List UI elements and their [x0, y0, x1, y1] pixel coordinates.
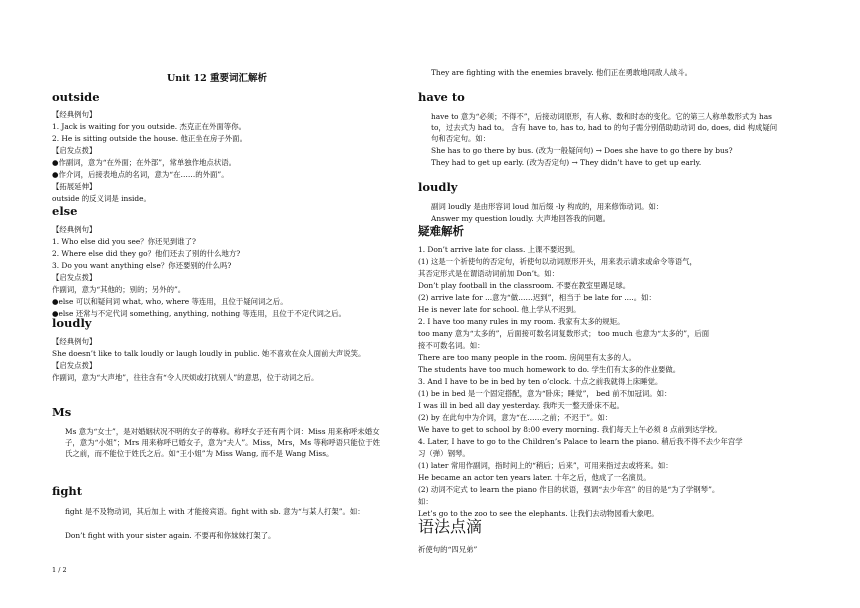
heading-difficult: 疑难解析 — [418, 224, 464, 238]
difficult-line: 1. Don’t arrive late for class. 上课不要迟到。 — [418, 245, 580, 254]
difficult-line: 2. I have too many rules in my room. 我家有太多的规矩。 — [418, 317, 625, 326]
outside-line: 2. He is sitting outside the house. 他正坐在房子外面。 — [52, 134, 247, 143]
heading-have-to: have to — [418, 90, 465, 104]
difficult-line: too many 意为“太多的”，后面接可数名词复数形式； too much 也意为“太多的”，后面 — [418, 329, 710, 338]
have-to-example: She has to go there by bus. (改为一般疑问句) → Does she have to go there by bus? — [431, 146, 733, 155]
heading-grammar: 语法点滴 — [418, 517, 483, 536]
difficult-line: (1) later 常用作副词，指时间上的“稍后；后来”，可用来指过去或将来。如： — [418, 461, 673, 470]
page-number: 1 / 2 — [52, 566, 67, 574]
fight-example: Don’t fight with your sister again. 不要再和你妹妹打架了。 — [65, 531, 276, 540]
difficult-line: The students have too much homework to do. 学生们有太多的作业要做。 — [418, 365, 681, 374]
difficult-line: (2) arrive late for ...意为“做……迟到”，相当于 be late for ....。如： — [418, 293, 656, 302]
heading-loudly: loudly — [52, 316, 92, 330]
difficult-line: (2) 动词不定式 to learn the piano 作目的状语，强调“去少年宫” 的目的是“为了学钢琴”。 — [418, 485, 720, 494]
difficult-line: We have to get to school by 8:00 every morning. 我们每天上午必须 8 点前到达学校。 — [418, 425, 722, 434]
loudly-line: She doesn’t like to talk loudly or laugh loudly in public. 她不喜欢在众人面前大声说笑。 — [52, 349, 366, 358]
difficult-line: 3. And I have to be in bed by ten o’clock. 十点之前我就得上床睡觉。 — [418, 377, 663, 386]
have-to-example: They had to get up early. (改为否定句) → They didn’t have to get up early. — [431, 158, 702, 167]
difficult-line: (2) by 在此句中为介词，意为“在……之前；不迟于”。如： — [418, 413, 613, 422]
difficult-line: (1) 这是一个祈使句的否定句，祈使句以动词原形开头，用来表示请求或命令等语气， — [418, 257, 697, 266]
else-line: 3. Do you want anything else？你还要别的什么吗? — [52, 261, 232, 270]
difficult-line: Let’s go to the zoo to see the elephants. 让我们去动物园看大象吧。 — [418, 509, 659, 518]
have-to-paragraph: have to 意为“必须；不得不”，后接动词原形，有人称、数和时态的变化。它的第三人称单数形式为 has to，过去式为 had to。 含有 have to, has to, had to 的句子需分别借助助动词 do, does, did 构成疑问句和否定句。如： — [431, 112, 778, 143]
difficult-line: Don’t play football in the classroom. 不要在教室里踢足球。 — [418, 281, 631, 290]
heading-else: else — [52, 204, 78, 218]
loudly-line: 作副词，意为“大声地”，往往含有“令人厌烦或打扰别人”的意思，位于动词之后。 — [52, 373, 319, 382]
grammar-subtext: 祈使句的“四兄弟” — [418, 545, 478, 554]
else-line: 1. Who else did you see？你还见到谁了? — [52, 237, 196, 246]
heading-fight: fight — [52, 484, 83, 498]
else-line: 【经典例句】 — [52, 225, 97, 234]
outside-line: 【经典例句】 — [52, 110, 97, 119]
difficult-line: 如： — [418, 497, 433, 506]
fight-paragraph: fight 是不及物动词，其后加上 with 才能接宾语。fight with sb. 意为“与某人打架”。如： — [65, 507, 365, 516]
difficult-line: There are too many people in the room. 房间里有太多的人。 — [418, 353, 636, 362]
loudly-line: 【经典例句】 — [52, 337, 97, 346]
difficult-line: 接不可数名词。如： — [418, 341, 485, 350]
loudly-example: Answer my question loudly. 大声地回答我的问题。 — [431, 214, 611, 223]
difficult-line: 习（弹）钢琴。 — [418, 449, 470, 458]
outside-line: 【启发点拨】 — [52, 146, 97, 155]
heading-outside: outside — [52, 90, 100, 104]
difficult-line: He is never late for school. 他上学从不迟到。 — [418, 305, 581, 314]
difficult-line: (1) be in bed 是一个固定搭配，意为“卧床；睡觉”， bed 前不加冠词。如： — [418, 389, 672, 398]
else-line: 2. Where else did they go？他们还去了别的什么地方? — [52, 249, 241, 258]
heading-loudly-2: loudly — [418, 180, 458, 194]
outside-line: ●作介词，后接表地点的名词，意为“在……的外面”。 — [52, 170, 229, 179]
outside-line: ●作副词，意为“在外面；在外部”，常单独作地点状语。 — [52, 158, 236, 167]
outside-line: 1. Jack is waiting for you outside. 杰克正在外面等你。 — [52, 122, 246, 131]
else-line: ●else 可以和疑问词 what, who, where 等连用，且位于疑问词之后。 — [52, 297, 288, 306]
page-title: Unit 12 重要词汇解析 — [167, 73, 268, 84]
outside-line: outside 的反义词是 inside。 — [52, 194, 151, 203]
difficult-line: 4. Later, I have to go to the Children’s Palace to learn the piano. 稍后我不得不去少年宫学 — [418, 437, 743, 446]
else-line: ●else 还常与不定代词 something, anything, nothing 等连用，且位于不定代词之后。 — [52, 309, 346, 318]
difficult-line: He became an actor ten years later. 十年之后，他成了一名演员。 — [418, 473, 651, 482]
heading-ms: Ms — [52, 405, 72, 419]
ms-paragraph: Ms 意为“女士”，是对婚姻状况不明的女子的尊称。称呼女子还有两个词：Miss 用来称呼未婚女子，意为“小姐”；Mrs 用来称呼已婚女子，意为“夫人”。Miss，Mrs，Ms 等称呼语只能位于姓氏之前，而不能位于姓氏之后。如“王小姐”为 Miss Wang, 而不是 Wang Miss。 — [65, 427, 380, 458]
fight-example-continued: They are fighting with the enemies bravely. 他们正在勇敢地同敌人战斗。 — [431, 68, 693, 77]
loudly-line: 【启发点拨】 — [52, 361, 97, 370]
else-line: 【启发点拨】 — [52, 273, 97, 282]
loudly-paragraph: 副词 loudly 是由形容词 loud 加后缀 -ly 构成的，用来修饰动词。如： — [431, 202, 664, 211]
outside-line: 【拓展延伸】 — [52, 182, 97, 191]
difficult-line: I was ill in bed all day yesterday. 我昨天一整天卧床不起。 — [418, 401, 624, 410]
else-line: 作副词，意为“其他的；别的；另外的”。 — [52, 285, 186, 294]
difficult-line: 其否定形式是在谓语动词前加 Don’t。如： — [418, 269, 560, 278]
